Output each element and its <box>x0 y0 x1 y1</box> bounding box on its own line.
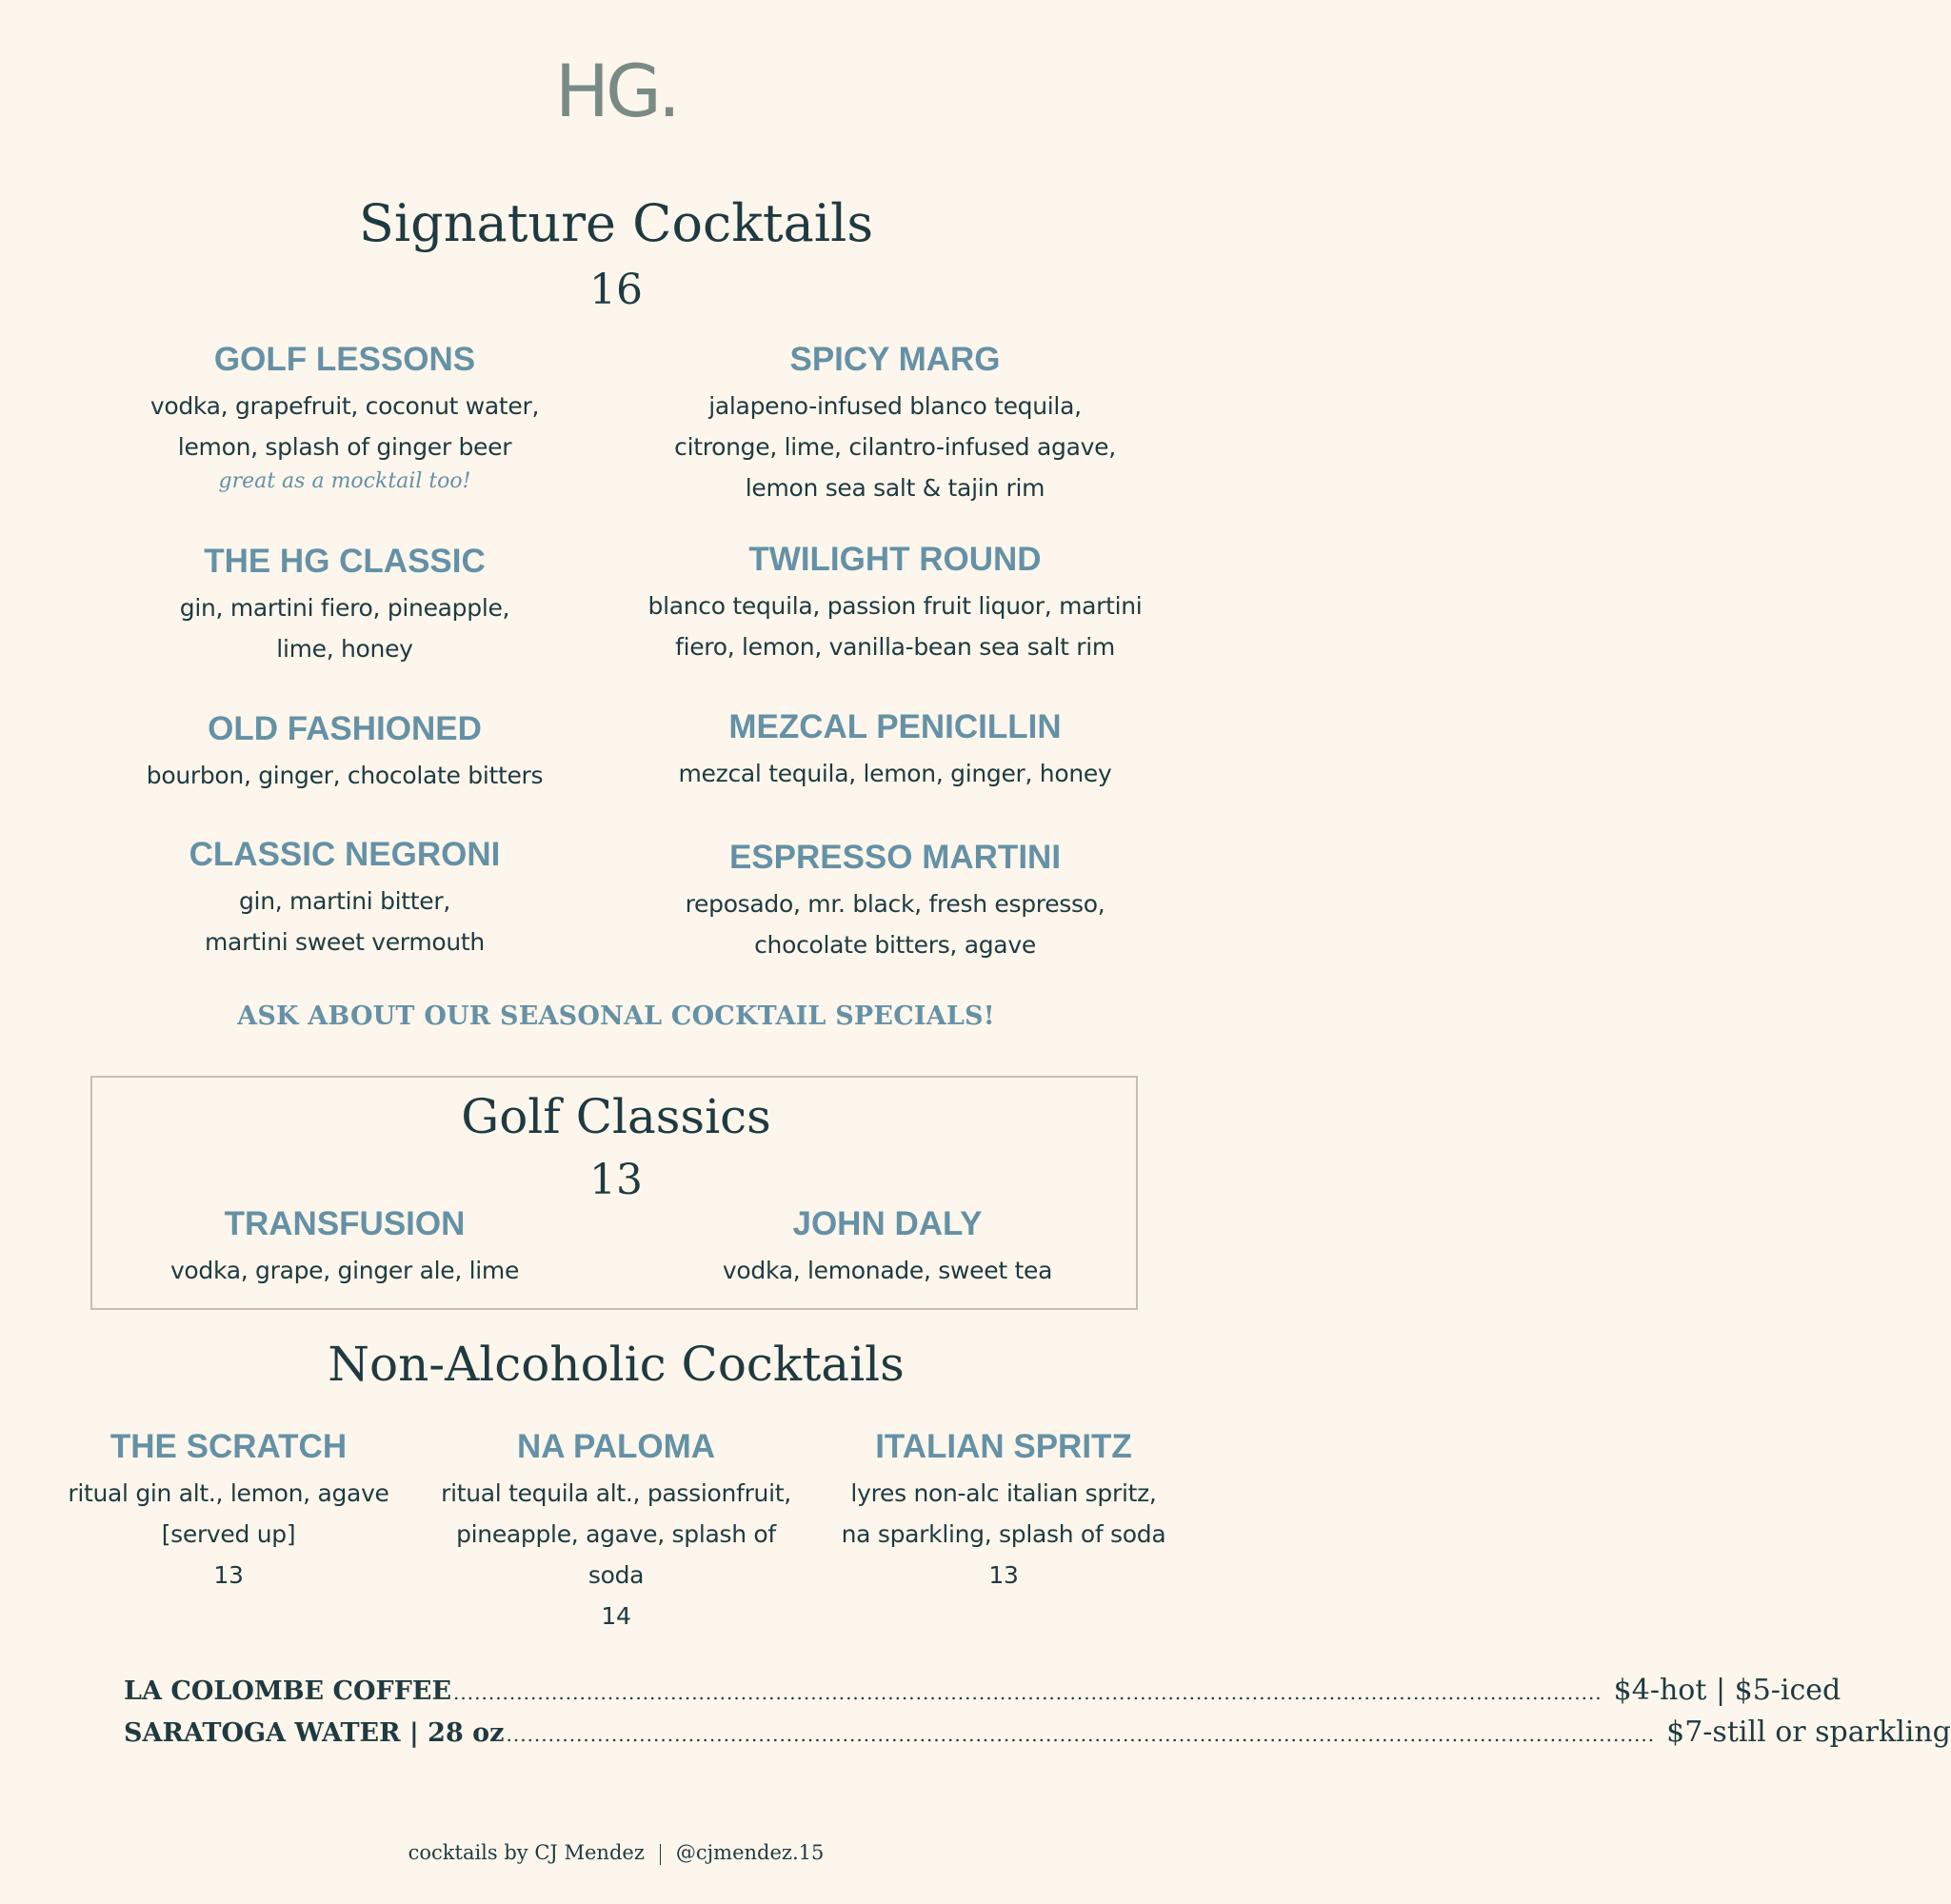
item-desc: gin, martini bitter, martini sweet vermouth <box>205 887 485 956</box>
cocktail-twilight-round <box>628 543 1162 667</box>
cocktail-golf-lessons <box>107 343 583 496</box>
cocktail-hg-classic <box>107 545 583 669</box>
item-name: GOLF LESSONS <box>213 341 476 378</box>
footer <box>0 1841 1232 1865</box>
item-name: SPICY MARG <box>789 341 1001 378</box>
beverage-name: LA COLOMBE COFFEE <box>124 1676 452 1706</box>
beverage-price: $7-still or sparkling <box>1666 1716 1951 1749</box>
item-desc: vodka, grape, ginger ale, lime <box>169 1257 520 1284</box>
item-name: ESPRESSO MARTINI <box>728 839 1062 876</box>
beverage-price: $4-hot | $5-iced <box>1613 1674 1842 1707</box>
item-desc: vodka, grapefruit, coconut water, lemon, splash of ginger beer <box>149 392 540 461</box>
item-name: JOHN DALY <box>792 1205 983 1242</box>
item-name: THE HG CLASSIC <box>204 543 486 580</box>
golf-classics-price: 13 <box>589 1156 643 1204</box>
footer-credit: cocktails by CJ Mendez <box>408 1841 645 1864</box>
cocktail-transfusion <box>107 1207 583 1291</box>
cocktail-spicy-marg <box>628 343 1162 508</box>
item-name: NA PALOMA <box>516 1428 716 1465</box>
beverage-water <box>124 1716 1951 1750</box>
item-desc: ritual tequila alt., passionfruit, pineapple, agave, splash of soda 14 <box>441 1479 791 1630</box>
item-desc: mezcal tequila, lemon, ginger, honey <box>678 760 1112 787</box>
cocktail-classic-negroni <box>107 838 583 962</box>
cocktail-the-scratch <box>38 1430 419 1596</box>
item-name: MEZCAL PENICILLIN <box>728 708 1062 745</box>
non-alcoholic-title: Non-Alcoholic Cocktails <box>328 1337 905 1392</box>
signature-title: Signature Cocktails <box>358 193 874 253</box>
cocktail-italian-spritz <box>813 1430 1194 1596</box>
leader-dots: .................................................................................................................................................................... <box>453 1681 1603 1704</box>
item-desc: reposado, mr. black, fresh espresso, chocolate bitters, agave <box>685 890 1105 959</box>
leader-dots: .................................................................................................................................................................... <box>506 1723 1656 1746</box>
item-name: OLD FASHIONED <box>208 710 482 747</box>
cocktail-mezcal-penicillin <box>628 710 1162 794</box>
cocktail-na-paloma <box>426 1430 806 1636</box>
item-name: THE SCRATCH <box>109 1428 348 1465</box>
item-name: TRANSFUSION <box>224 1205 466 1242</box>
logo: HG. <box>554 49 678 133</box>
footer-handle: @cjmendez.15 <box>675 1841 825 1864</box>
item-desc: lyres non-alc italian spritz, na sparkling, splash of soda 13 <box>841 1479 1166 1589</box>
footer-divider <box>660 1844 661 1865</box>
item-desc: blanco tequila, passion fruit liquor, martini fiero, lemon, vanilla-bean sea salt rim <box>647 592 1143 661</box>
item-name: CLASSIC NEGRONI <box>189 836 501 873</box>
item-note: great as a mocktail too! <box>218 469 471 493</box>
seasonal-specials-note: ASK ABOUT OUR SEASONAL COCKTAIL SPECIALS! <box>237 1002 995 1031</box>
golf-classics-title: Golf Classics <box>461 1089 771 1144</box>
item-desc: jalapeno-infused blanco tequila, citronge, lime, cilantro-infused agave, lemon sea salt & tajin rim <box>674 392 1116 502</box>
item-desc: gin, martini fiero, pineapple, lime, honey <box>179 594 510 663</box>
signature-price: 16 <box>589 266 643 314</box>
cocktail-john-daly <box>649 1207 1125 1291</box>
item-desc: ritual gin alt., lemon, agave [served up] 13 <box>68 1479 389 1589</box>
cocktail-old-fashioned <box>107 712 583 796</box>
item-desc: vodka, lemonade, sweet tea <box>722 1257 1053 1284</box>
beverage-coffee <box>124 1674 1842 1708</box>
cocktail-espresso-martini <box>628 841 1162 965</box>
item-name: ITALIAN SPRITZ <box>875 1428 1132 1465</box>
item-desc: bourbon, ginger, chocolate bitters <box>146 762 544 789</box>
beverage-name: SARATOGA WATER | 28 oz <box>124 1718 505 1748</box>
item-name: TWILIGHT ROUND <box>748 541 1042 578</box>
